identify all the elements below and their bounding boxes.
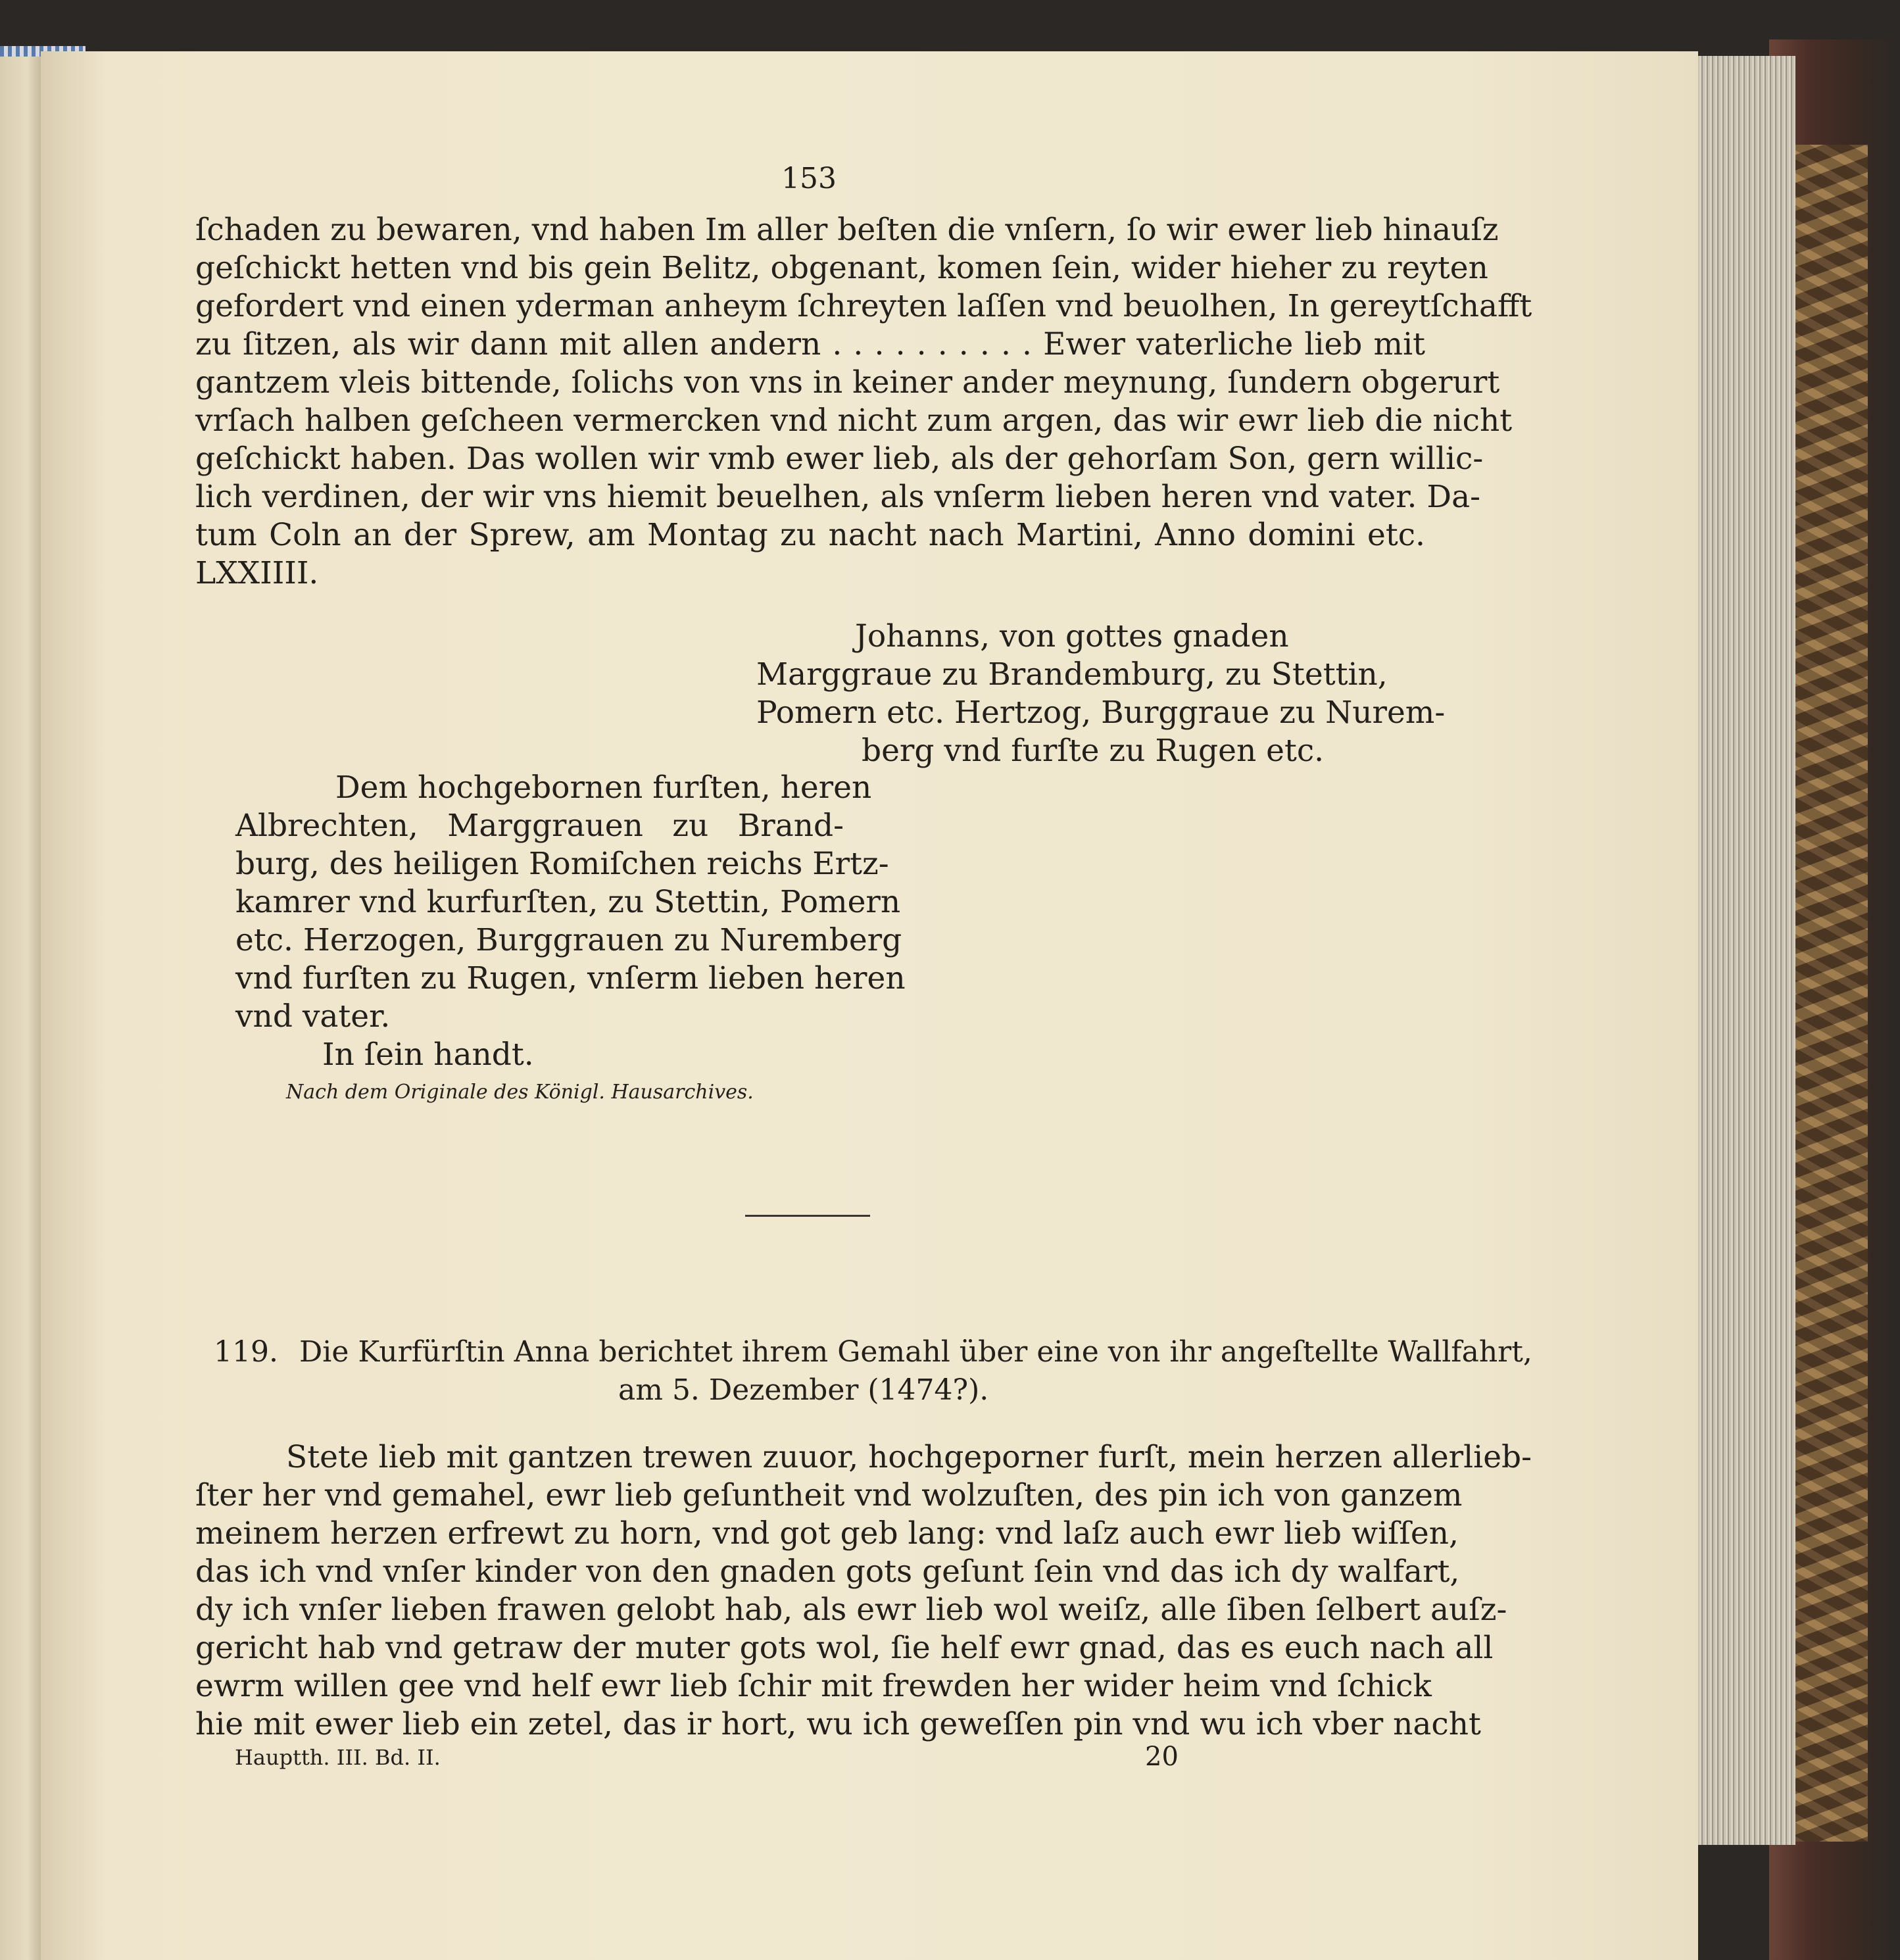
paragraph-1-line: lich verdinen, der wir vns hiemit beuelhen, als vnſerm lieben heren vnd vater. Da-	[195, 479, 1481, 515]
marbled-board	[1789, 145, 1868, 1842]
paragraph-2-line: das ich vnd vnſer kinder von den gnaden gots geſunt ſein vnd das ich dy walfart,	[195, 1554, 1460, 1590]
address-line: vnd furſten zu Rugen, vnſerm lieben heren	[235, 960, 906, 996]
address-line: In ſein handt.	[322, 1037, 534, 1073]
document-heading-date: am 5. Dezember (1474?).	[618, 1373, 989, 1407]
paragraph-1-line: zu ſitzen, als wir dann mit allen andern . . . . . . . . . . Ewer vaterliche lieb mit	[195, 326, 1425, 362]
address-line: burg, des heiligen Romiſchen reichs Ertz-	[235, 846, 889, 882]
address-line: etc. Herzogen, Burggrauen zu Nuremberg	[235, 922, 902, 958]
paragraph-2-line: meinem herzen erfrewt zu horn, vnd got geb lang: vnd laſz auch ewr lieb wiſſen,	[195, 1515, 1459, 1552]
footer-signature-mark: Hauptth. III. Bd. II.	[235, 1745, 441, 1770]
previous-page-edge	[0, 46, 46, 1960]
paragraph-1-line: geſchickt haben. Das wollen wir vmb ewer lieb, als der gehorſam Son, gern willic-	[195, 441, 1484, 477]
paragraph-2-line: ſter her vnd gemahel, ewr lieb geſuntheit vnd wolzuſten, des pin ich von ganzem	[195, 1477, 1463, 1513]
paragraph-2-line: gericht hab vnd getraw der muter gots wol, ſie helf ewr gnad, das es euch nach all	[195, 1630, 1494, 1666]
paragraph-1-line: LXXIIII.	[195, 555, 319, 591]
paragraph-1-line: gantzem vleis bittende, ſolichs von vns in keiner ander meynung, ſundern obgerurt	[195, 364, 1500, 401]
address-line: Albrechten, Marggrauen zu Brand-	[235, 808, 844, 844]
document-number: 119.	[214, 1335, 278, 1369]
page-number: 153	[781, 162, 837, 195]
signature-line: berg vnd furſte zu Rugen etc.	[862, 733, 1325, 769]
address-line: vnd vater.	[235, 998, 391, 1035]
paragraph-2-line: Stete lieb mit gantzen trewen zuuor, hochgeporner furſt, mein herzen allerlieb-	[286, 1439, 1532, 1475]
source-note: Nach dem Originale des Königl. Hausarchives.	[286, 1081, 754, 1104]
footer-sheet-number: 20	[1145, 1742, 1179, 1772]
paragraph-2-line: ewrm willen gee vnd helf ewr lieb ſchir mit frewden her wider heim vnd ſchick	[195, 1668, 1432, 1704]
paragraph-1-line: tum Coln an der Sprew, am Montag zu nacht nach Martini, Anno domini etc.	[195, 517, 1425, 553]
address-line: Dem hochgebornen furſten, heren	[335, 770, 872, 806]
signature-line: Marggraue zu Brandemburg, zu Stettin,	[756, 656, 1388, 693]
page-edges	[1684, 56, 1795, 1845]
signature-line: Johanns, von gottes gnaden	[855, 618, 1289, 654]
paragraph-1-line: ſchaden zu bewaren, vnd haben Im aller beſten die vnſern, ſo wir ewer lieb hinauſz	[195, 212, 1499, 248]
address-line: kamrer vnd kurfurſten, zu Stettin, Pomern	[235, 884, 901, 920]
paragraph-2-line: dy ich vnſer lieben frawen gelobt hab, als ewr lieb wol weiſz, alle ſiben ſelbert auſz-	[195, 1592, 1507, 1628]
paragraph-2-line: hie mit ewer lieb ein zetel, das ir hort, wu ich geweſſen pin vnd wu ich vber nacht	[195, 1706, 1481, 1742]
signature-line: Pomern etc. Hertzog, Burggraue zu Nurem-	[756, 695, 1446, 731]
section-divider	[745, 1215, 870, 1217]
paragraph-1-line: gefordert vnd einen yderman anheym ſchreyten laſſen vnd beuolhen, In gereytſchafft	[195, 288, 1532, 324]
document-heading: Die Kurfürſtin Anna berichtet ihrem Gemahl über eine von ihr angeſtellte Wallfahrt,	[299, 1335, 1532, 1369]
paragraph-1-line: geſchickt hetten vnd bis gein Belitz, obgenant, komen ſein, wider hieher zu reyten	[195, 250, 1488, 286]
paragraph-1-line: vrſach halben geſcheen vermercken vnd nicht zum argen, das wir ewr lieb die nicht	[195, 403, 1513, 439]
